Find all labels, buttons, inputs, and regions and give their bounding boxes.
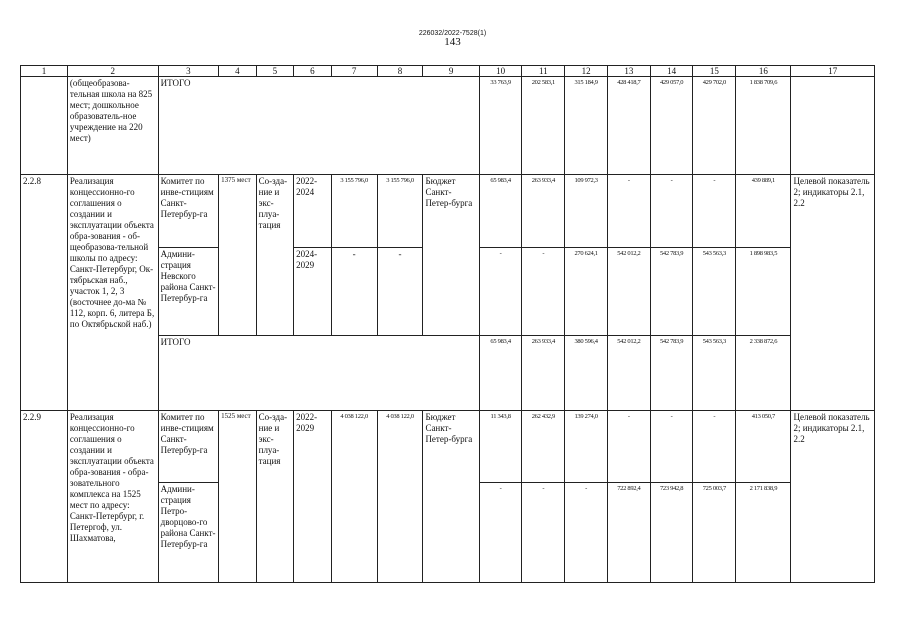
executor-cell: Админи-страция Петро-дворцово-го района Санкт-Петербур-га [158, 483, 218, 583]
column-header: 4 [219, 66, 257, 77]
value-cell: 439 889,1 [736, 175, 791, 248]
column-number-row [21, 66, 875, 77]
value-cell: - [650, 175, 693, 248]
executor-cell: Комитет по инве-стициям Санкт-Петербур-га [158, 411, 218, 483]
value-cell: 1 838 709,6 [736, 77, 791, 175]
column-header: 9 [423, 66, 479, 77]
years-cell: 2022-2029 [294, 411, 332, 583]
value-cell: 202 583,1 [522, 77, 565, 175]
value-cell: 263 933,4 [522, 175, 565, 248]
column-header: 14 [650, 66, 693, 77]
value-cell: - [693, 411, 736, 483]
stage-cell: Со-зда-ние и экс-плуа-тация [256, 411, 294, 583]
cost-cell: - [377, 248, 423, 336]
capacity-cell: 1525 мест [219, 411, 257, 583]
value-cell: - [479, 483, 522, 583]
value-cell: 139 274,0 [565, 411, 608, 483]
cost-cell: - [331, 248, 377, 336]
column-header: 6 [294, 66, 332, 77]
years-cell: 2022-2024 [294, 175, 332, 248]
value-cell: 543 563,3 [693, 336, 736, 411]
table-row [21, 175, 875, 248]
column-header: 3 [158, 66, 218, 77]
column-header: 1 [21, 66, 68, 77]
value-cell: 65 983,4 [479, 336, 522, 411]
value-cell: 11 343,8 [479, 411, 522, 483]
column-header: 15 [693, 66, 736, 77]
column-header: 12 [565, 66, 608, 77]
item-number-cell: 2.2.9 [21, 411, 68, 583]
executor-cell: Комитет по инве-стициям Санкт-Петербур-га [158, 175, 218, 248]
value-cell: - [522, 483, 565, 583]
value-cell: 542 783,9 [650, 248, 693, 336]
value-cell: 315 184,9 [565, 77, 608, 175]
document-id: 226032/2022-7528(1) [418, 30, 487, 37]
years-cell: 2024-2029 [294, 248, 332, 336]
value-cell: - [607, 411, 650, 483]
item-number-cell [21, 77, 68, 175]
value-cell: 722 892,4 [607, 483, 650, 583]
value-cell: 2 171 838,9 [736, 483, 791, 583]
column-header: 11 [522, 66, 565, 77]
value-cell: 542 783,9 [650, 336, 693, 411]
value-cell: - [650, 411, 693, 483]
total-label: ИТОГО [158, 336, 479, 411]
value-cell: - [522, 248, 565, 336]
column-header: 8 [377, 66, 423, 77]
target-cell [791, 77, 875, 175]
value-cell: - [607, 175, 650, 248]
column-header: 13 [607, 66, 650, 77]
value-cell: 723 942,8 [650, 483, 693, 583]
value-cell: 542 012,2 [607, 248, 650, 336]
value-cell: 543 563,3 [693, 248, 736, 336]
column-header: 5 [256, 66, 294, 77]
table-row [21, 411, 875, 483]
value-cell: 725 003,7 [693, 483, 736, 583]
value-cell: 429 057,0 [650, 77, 693, 175]
funding-source-cell: Бюджет Санкт-Петер-бурга [423, 411, 479, 583]
program-table [20, 65, 875, 583]
funding-source-cell: Бюджет Санкт-Петер-бурга [423, 175, 479, 336]
value-cell: 262 432,9 [522, 411, 565, 483]
value-cell: 65 983,4 [479, 175, 522, 248]
value-cell: 2 338 872,6 [736, 336, 791, 411]
value-cell: 428 418,7 [607, 77, 650, 175]
column-header: 17 [791, 66, 875, 77]
value-cell: 1 898 983,5 [736, 248, 791, 336]
item-name-cell: Реализация концессионно-го соглашения о создании и эксплуатации объекта обра-зования - об-щеобразова-тельной школы по адресу: Санкт-Петербург, Ок-тябрьская наб., участок 1, 2, 3 (восточнее до-ма № 112, корп. 6, литера Б, по Октябрьской наб.) [67, 175, 158, 411]
value-cell: 270 624,1 [565, 248, 608, 336]
value-cell: 380 596,4 [565, 336, 608, 411]
page-number: 143 [444, 36, 461, 48]
cost-cell: 3 155 796,0 [377, 175, 423, 248]
target-cell: Целевой показатель 2; индикаторы 2.1, 2.2 [791, 411, 875, 583]
cost-cell: 4 038 122,0 [377, 411, 423, 583]
cost-cell: 4 038 122,0 [331, 411, 377, 583]
stage-cell: Со-зда-ние и экс-плуа-тация [256, 175, 294, 336]
target-cell: Целевой показатель 2; индикаторы 2.1, 2.2 [791, 175, 875, 411]
value-cell: - [693, 175, 736, 248]
value-cell: 542 012,2 [607, 336, 650, 411]
value-cell: 109 972,3 [565, 175, 608, 248]
column-header: 2 [67, 66, 158, 77]
column-header: 10 [479, 66, 522, 77]
item-name-cell: (общеобразова-тельная школа на 825 мест; дошкольное образователь-ное учреждение на 220 мест) [67, 77, 158, 175]
cost-cell: 3 155 796,0 [331, 175, 377, 248]
value-cell: - [479, 248, 522, 336]
column-header: 16 [736, 66, 791, 77]
item-name-cell: Реализация концессионно-го соглашения о создании и эксплуатации объекта обра-зования - обра-зовательного комплекса на 1525 мест по адресу: Санкт-Петербург, г. Петергоф, ул. Шахматова, [67, 411, 158, 583]
value-cell: - [565, 483, 608, 583]
total-label: ИТОГО [158, 77, 479, 175]
value-cell: 263 933,4 [522, 336, 565, 411]
value-cell: 413 050,7 [736, 411, 791, 483]
column-header: 7 [331, 66, 377, 77]
table-row [21, 77, 875, 175]
capacity-cell: 1375 мест [219, 175, 257, 336]
executor-cell: Админи-страция Невского района Санкт-Петербур-га [158, 248, 218, 336]
value-cell: 33 763,9 [479, 77, 522, 175]
item-number-cell: 2.2.8 [21, 175, 68, 411]
value-cell: 429 702,0 [693, 77, 736, 175]
